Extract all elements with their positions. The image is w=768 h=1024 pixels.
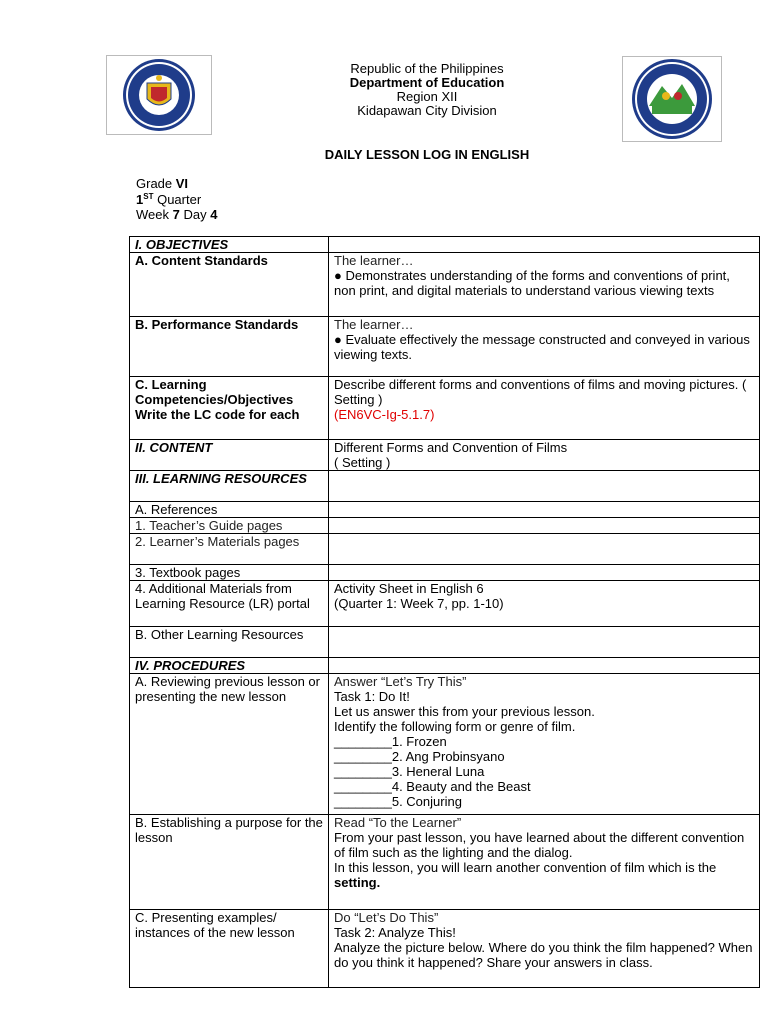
activity-sheet: Activity Sheet in English 6 <box>334 581 484 596</box>
quarter-number: 1 <box>136 191 144 207</box>
grade-value: VI <box>175 176 189 191</box>
task-2-title: Task 2: Analyze This! <box>334 925 456 940</box>
other-resources-label: B. Other Learning Resources <box>130 627 329 658</box>
additional-materials-cell <box>329 581 760 627</box>
textbook-label: 3. Textbook pages <box>130 565 329 581</box>
learners-materials-cell <box>329 534 760 565</box>
list-item: ________4. Beauty and the Beast <box>334 779 531 794</box>
procedures-cell <box>329 658 760 674</box>
table-row <box>130 518 760 534</box>
presenting-cell <box>329 910 760 988</box>
week-value: 7 <box>172 207 180 222</box>
establishing-text-1: From your past lesson, you have learned about the different convention of film such as the lighting and the dialog. <box>334 830 745 860</box>
header-republic: Republic of the Philippines <box>350 61 504 76</box>
list-item: ________5. Conjuring <box>334 794 462 809</box>
list-item: ________2. Ang Probinsyano <box>334 749 505 764</box>
establishing-instruction: Read “To the Learner” <box>334 815 462 830</box>
activity-sheet-pages: (Quarter 1: Week 7, pp. 1-10) <box>334 596 504 611</box>
content-standards-cell <box>329 253 760 317</box>
quarter-line <box>136 192 217 208</box>
table-row <box>130 471 760 502</box>
lesson-meta <box>136 176 217 223</box>
table-row <box>130 440 760 471</box>
task-1-title: Task 1: Do It! <box>334 689 410 704</box>
deped-seal-logo <box>106 55 212 135</box>
additional-materials-label: 4. Additional Materials from Learning Resource (LR) portal <box>130 581 329 627</box>
learning-resources-cell <box>329 471 760 502</box>
table-row <box>130 910 760 988</box>
quarter-suffix: ST <box>143 191 154 201</box>
content-cell <box>329 440 760 471</box>
performance-standards-label: B. Performance Standards <box>130 317 329 377</box>
content-text: Different Forms and Convention of Films <box>334 440 568 455</box>
table-row <box>130 581 760 627</box>
reviewing-instruction: Answer “Let’s Try This” <box>334 674 467 689</box>
performance-standards-text: ● Evaluate effectively the message constructed and conveyed in various viewing texts. <box>334 332 750 362</box>
presenting-instruction: Do “Let’s Do This” <box>334 910 439 925</box>
reviewing-cell <box>329 674 760 815</box>
performance-standards-intro: The learner… <box>334 317 414 332</box>
setting-keyword: setting. <box>334 875 381 890</box>
teachers-guide-label: 1. Teacher’s Guide pages <box>130 518 329 534</box>
table-row <box>130 502 760 518</box>
lc-code-label: Write the LC code for each <box>135 407 300 422</box>
reviewing-text-2: Identify the following form or genre of film. <box>334 719 576 734</box>
table-row <box>130 565 760 581</box>
reviewing-text-1: Let us answer this from your previous lesson. <box>334 704 595 719</box>
reviewing-label: A. Reviewing previous lesson or presenting the new lesson <box>130 674 329 815</box>
table-row <box>130 627 760 658</box>
textbook-cell <box>329 565 760 581</box>
table-row <box>130 658 760 674</box>
table-row <box>130 317 760 377</box>
competencies-cell <box>329 377 760 440</box>
list-item: ________3. Heneral Luna <box>334 764 485 779</box>
document-header <box>300 62 554 118</box>
week-label: Week <box>136 207 173 222</box>
grade-line <box>136 176 217 192</box>
establishing-text-2a: In this lesson, you will learn another convention of film which is the <box>334 860 717 875</box>
references-label: A. References <box>130 502 329 518</box>
table-row <box>130 534 760 565</box>
table-row <box>130 815 760 910</box>
day-label: Day <box>179 207 211 222</box>
header-region: Region XII <box>396 89 458 104</box>
competencies-label-text: C. Learning Competencies/Objectives <box>135 377 294 407</box>
header-department: Department of Education <box>349 75 505 90</box>
deped-seal-icon <box>106 55 212 135</box>
competencies-label <box>130 377 329 440</box>
presenting-label: C. Presenting examples/ instances of the new lesson <box>130 910 329 988</box>
learning-resources-heading: III. LEARNING RESOURCES <box>130 471 329 502</box>
grade-label: Grade <box>136 176 176 191</box>
teachers-guide-cell <box>329 518 760 534</box>
objectives-heading: I. OBJECTIVES <box>130 237 329 253</box>
objectives-value-cell <box>329 237 760 253</box>
list-item: ________1. Frozen <box>334 734 447 749</box>
establishing-cell <box>329 815 760 910</box>
content-heading: II. CONTENT <box>130 440 329 471</box>
performance-standards-cell <box>329 317 760 377</box>
procedures-heading: IV. PROCEDURES <box>130 658 329 674</box>
table-row <box>130 377 760 440</box>
table-row <box>130 674 760 815</box>
kidapawan-city-division-logo <box>622 56 722 142</box>
table-row <box>130 237 760 253</box>
lesson-log-table <box>129 236 760 988</box>
other-resources-cell <box>329 627 760 658</box>
establishing-text-2 <box>334 860 754 890</box>
presenting-text: Analyze the picture below. Where do you think the film happened? When do you think it happened? Share your answers in class. <box>334 940 753 970</box>
week-day-line <box>136 207 217 223</box>
references-cell <box>329 502 760 518</box>
learners-materials-label: 2. Learner’s Materials pages <box>130 534 329 565</box>
content-standards-intro: The learner… <box>334 253 414 268</box>
division-seal-icon <box>622 56 722 142</box>
document-title: DAILY LESSON LOG IN ENGLISH <box>324 147 530 162</box>
content-standards-label: A. Content Standards <box>130 253 329 317</box>
content-standards-text: ● Demonstrates understanding of the forms and conventions of print, non print, and digital materials to understand various viewing texts <box>334 268 730 298</box>
competencies-text: Describe different forms and conventions of films and moving pictures. ( Setting ) <box>334 377 747 407</box>
day-value: 4 <box>210 207 218 222</box>
lc-code: (EN6VC-Ig-5.1.7) <box>334 407 435 422</box>
header-division: Kidapawan City Division <box>357 103 497 118</box>
table-row <box>130 253 760 317</box>
content-setting: ( Setting ) <box>334 455 391 470</box>
establishing-label: B. Establishing a purpose for the lesson <box>130 815 329 910</box>
quarter-label: Quarter <box>153 191 202 207</box>
